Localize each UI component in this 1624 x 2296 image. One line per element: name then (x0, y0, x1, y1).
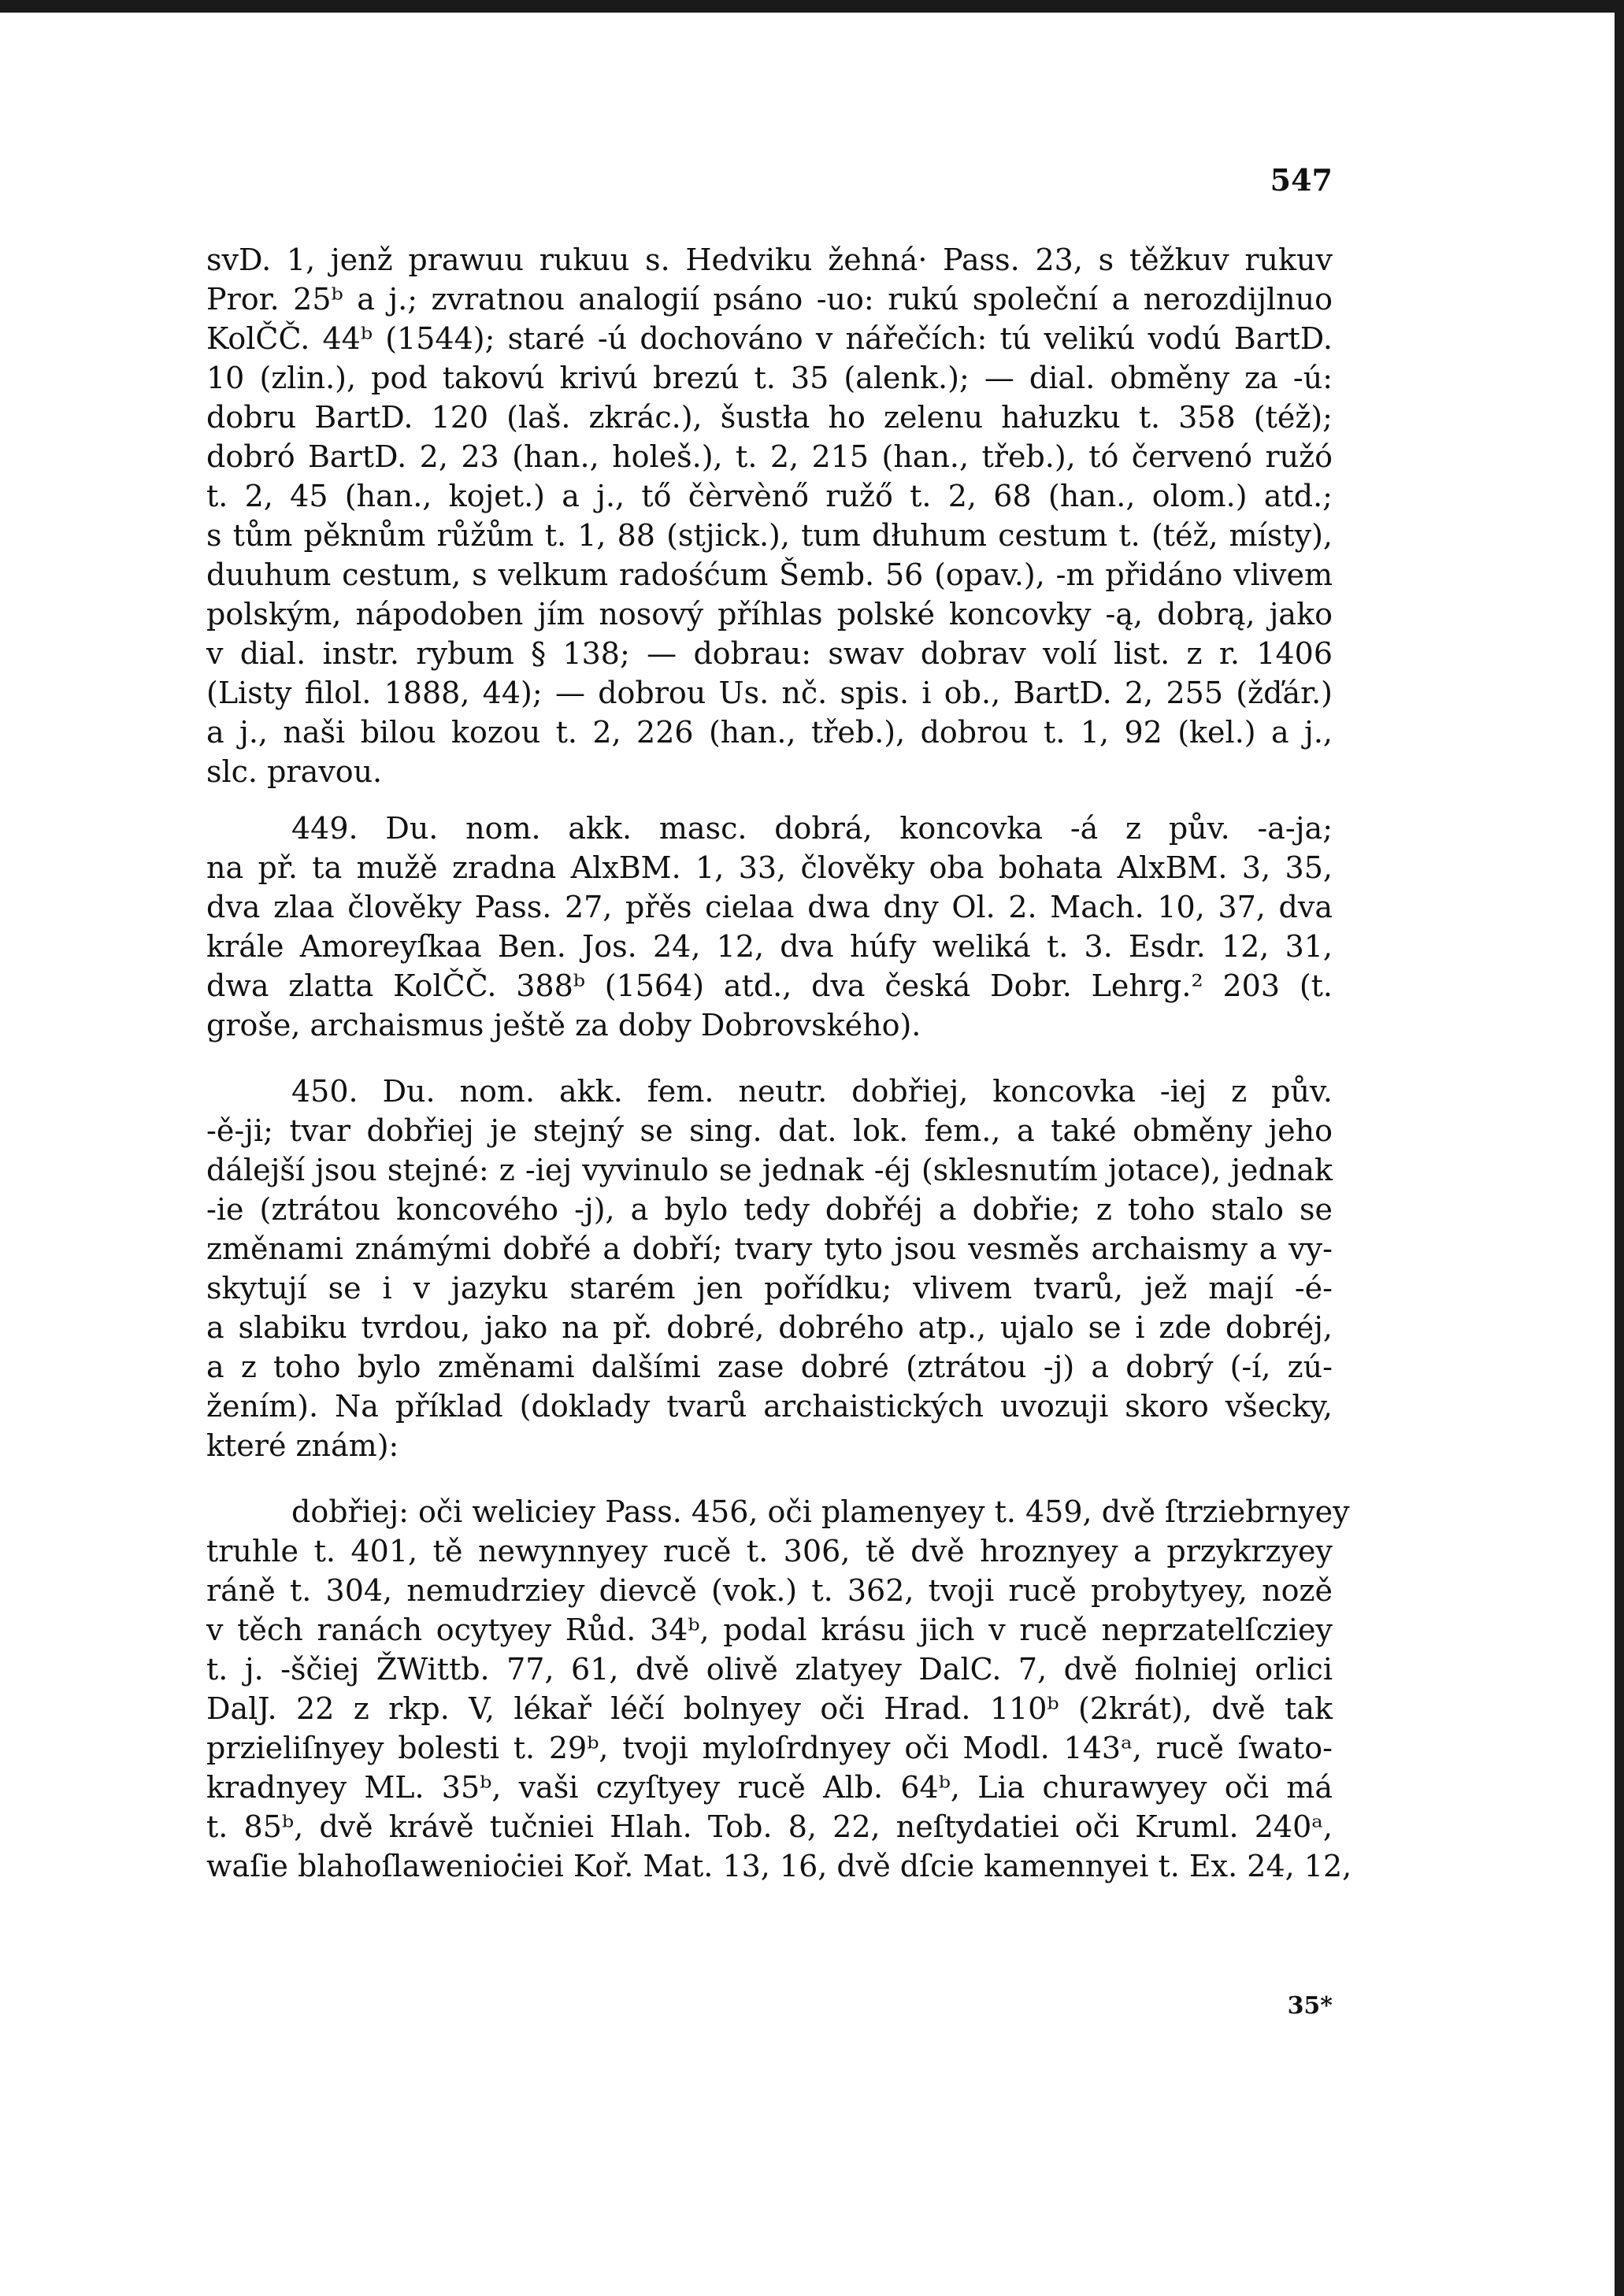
text-line: a slabiku tvrdou, jako na př. dobré, dobrého atp., ujalo se i zde dobréj, (206, 1310, 1333, 1345)
text-line: duuhum cestum, s velkum radośćum Šemb. 56 (opav.), -m přidáno vlivem (206, 557, 1333, 592)
text-line: dobru BartD. 120 (laš. zkrác.), šustła ho zelenu hałuzku t. 358 (též); (206, 400, 1333, 435)
text-line: DalJ. 22 z rkp. V, lékař léčí bolnyey oči Hrad. 110ᵇ (2krát), dvě tak (206, 1691, 1333, 1726)
text-line: 10 (zlin.), pod takovú krivú brezú t. 35 (alenk.); — dial. obměny za -ú: (206, 361, 1333, 395)
paragraph-gap (206, 1465, 1333, 1492)
paragraph-gap (206, 1045, 1333, 1072)
text-line: t. 85ᵇ, dvě krávě tučniei Hlah. Tob. 8, 22, neſtydatiei oči Kruml. 240ᵃ, (206, 1809, 1333, 1844)
text-line: dálejší jsou stejné: z -iej vyvinulo se jednak -éj (sklesnutím jotace), jednak (206, 1153, 1333, 1187)
text-line: změnami známými dobřé a dobří; tvary tyto jsou vesměs archaismy a vy- (206, 1231, 1333, 1266)
text-line: slc. pravou. (206, 754, 383, 789)
paragraph-gap (206, 791, 1333, 809)
signature-mark: 35* (1287, 1992, 1333, 2020)
text-line: které znám): (206, 1428, 399, 1463)
text-line: -ě-ji; tvar dobřiej je stejný se sing. dat. lok. fem., a také obměny jeho (206, 1113, 1333, 1148)
text-line: Pror. 25ᵇ a j.; zvratnou analogií psáno -uo: rukú společní a nerozdijlnuo (206, 282, 1333, 317)
text-line: truhle t. 401, tě newynnyey rucě t. 306, tě dvě hroznyey a przykrzyey (206, 1534, 1333, 1568)
page-number: 547 (1270, 162, 1333, 198)
text-line: kradnyey ML. 35ᵇ, vaši czyſtyey rucě Alb. 64ᵇ, Lia churawyey oči má (206, 1770, 1333, 1805)
text-line: v těch ranách ocytyey Růd. 34ᵇ, podal krásu jich v rucě neprzatelſcziey (206, 1613, 1333, 1647)
text-line: dwa zlatta KolČČ. 388ᵇ (1564) atd., dva česká Dobr. Lehrg.² 203 (t. (206, 968, 1333, 1003)
text-line: s tům pěknům růžům t. 1, 88 (stjick.), tum dłuhum cestum t. (též, místy), (206, 518, 1333, 553)
text-line: krále Amoreyſkaa Ben. Jos. 24, 12, dva húfy weliká t. 3. Esdr. 12, 31, (206, 929, 1333, 964)
text-line: svD. 1, jenž prawuu rukuu s. Hedviku žehná· Pass. 23, s těžkuv rukuv (206, 243, 1333, 277)
text-line: žením). Na příklad (doklady tvarů archaistických uvozuji skoro všecky, (206, 1389, 1333, 1424)
text-line: (Listy filol. 1888, 44); — dobrou Us. nč. spis. i ob., BartD. 2, 255 (žďár.) (206, 676, 1333, 710)
text-line: dva zlaa člověky Pass. 27, přěs cielaa dwa dny Ol. 2. Mach. 10, 37, dva (206, 890, 1333, 924)
text-line: na př. ta mužě zradna AlxBM. 1, 33, člověky oba bohata AlxBM. 3, 35, (206, 850, 1333, 885)
text-line: a j., naši bilou kozou t. 2, 226 (han., třeb.), dobrou t. 1, 92 (kel.) a j., (206, 715, 1333, 750)
scan-edge-top (0, 0, 1624, 13)
text-line: dobró BartD. 2, 23 (han., holeš.), t. 2, 215 (han., třeb.), tó červenó ružó (206, 439, 1333, 474)
text-line: KolČČ. 44ᵇ (1544); staré -ú dochováno v nářečích: tú velikú vodú BartD. (206, 321, 1333, 356)
text-line: v dial. instr. rybum § 138; — dobrau: swav dobrav volí list. z r. 1406 (206, 636, 1333, 671)
scan-edge-right (1615, 0, 1624, 2296)
paragraph-449 (206, 809, 1333, 1045)
text-line: ráně t. 304, nemudrziey dievcě (vok.) t. 362, tvoji rucě probytyey, nozě (206, 1573, 1333, 1608)
text-line: t. 2, 45 (han., kojet.) a j., tő čèrvènő ružő t. 2, 68 (han., olom.) atd.; (206, 479, 1333, 513)
page-content (206, 240, 1352, 1886)
paragraph-450 (206, 1072, 1333, 1465)
paragraph-plural-instrumental-continuation (206, 240, 1333, 791)
section-heading-line: 450. Du. nom. akk. fem. neutr. dobřiej, koncovka -iej z pův. (291, 1074, 1333, 1109)
text-line: a z toho bylo změnami dalšími zase dobré (ztrátou -j) a dobrý (-í, zú- (206, 1350, 1333, 1384)
text-line: groše, archaismus ještě za doby Dobrovského). (206, 1008, 921, 1042)
text-line: skytují se i v jazyku starém jen pořídku; vlivem tvarů, jež mají -é- (206, 1271, 1333, 1305)
text-line: polským, nápodoben jím nosový příhlas polské koncovky -ą, dobrą, jako (206, 597, 1333, 631)
text-line: t. j. -ščiej ŽWittb. 77, 61, dvě olivě zlatyey DalC. 7, dvě fiolniej orlici (206, 1652, 1333, 1687)
text-line: -ie (ztrátou koncového -j), a bylo tedy dobřéj a dobřie; z toho stalo se (206, 1192, 1333, 1227)
text-line: waſie blahoſlawenioċiei Koř. Mat. 13, 16, dvě dſcie kamennyei t. Ex. 24, 12, (206, 1849, 1352, 1883)
text-line: dobřiej: oči weliciey Pass. 456, oči plamenyey t. 459, dvě ſtrziebrnyey (291, 1494, 1350, 1529)
text-line: przieliſnyey bolesti t. 29ᵇ, tvoji myloſrdnyey oči Modl. 143ᵃ, rucě ſwato- (206, 1731, 1333, 1765)
section-heading-line: 449. Du. nom. akk. masc. dobrá, koncovka -á z pův. -a-ja; (291, 811, 1333, 846)
paragraph-dobriej-examples (206, 1492, 1352, 1886)
